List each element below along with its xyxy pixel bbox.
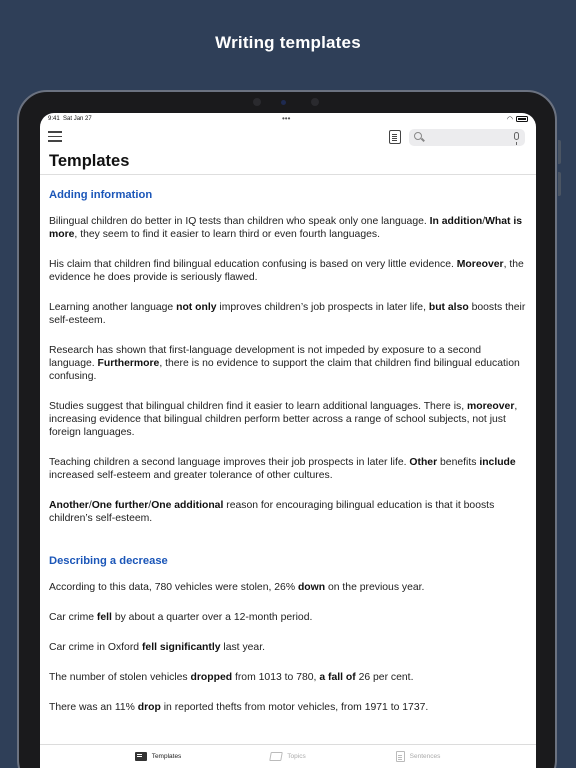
key-phrase: drop [137, 702, 161, 713]
status-icons [507, 115, 528, 123]
example-sentence[interactable] [49, 671, 527, 684]
key-phrase: but also [428, 302, 469, 313]
key-phrase: a fall of [319, 672, 356, 683]
example-sentence[interactable] [49, 611, 527, 624]
key-phrase: In addition [429, 216, 483, 227]
header-divider [40, 174, 536, 175]
section-heading[interactable]: Adding information [49, 189, 153, 201]
sentence-text: Teaching children a second language improves their job prospects in later life. [49, 457, 410, 468]
sentence-text: reason for encouraging bilingual education is that it boosts children’s self-esteem. [49, 500, 495, 524]
search-input[interactable] [425, 131, 505, 144]
camera-lens [281, 100, 286, 105]
sentence-text: improves children’s job prospects in later life, [216, 302, 429, 313]
key-phrase: fell significantly [141, 642, 221, 653]
sentence-text: boosts their self-esteem. [49, 302, 526, 326]
key-phrase: not only [176, 302, 217, 313]
example-sentence[interactable] [49, 456, 527, 482]
topics-icon [269, 752, 283, 761]
promo-title: Writing templates [215, 33, 361, 52]
section-gap [49, 542, 527, 554]
volume-down-button [558, 172, 561, 196]
sentence-text: , the evidence he does provide is seriously flawed. [49, 259, 524, 283]
example-sentence[interactable] [49, 344, 527, 383]
example-sentence[interactable] [49, 701, 527, 714]
key-phrase: What is more [49, 216, 523, 240]
tab-topics[interactable] [223, 745, 353, 768]
key-phrase: down [297, 582, 326, 593]
sentence-text: 26 per cent. [355, 672, 414, 683]
sentence-text: There was an 11% [49, 702, 138, 713]
tab-sentences[interactable] [353, 745, 483, 768]
key-phrase: One additional [151, 500, 224, 511]
microphone-icon[interactable] [514, 132, 519, 140]
example-sentence[interactable] [49, 258, 527, 284]
sentence-text: , increasing evidence that bilingual children perform better across a range of school subjects, not just foreign languages. [49, 401, 518, 438]
key-phrase: dropped [190, 672, 233, 683]
example-sentence[interactable] [49, 499, 527, 525]
sentence-text: According to this data, 780 vehicles were stolen, 26% [49, 582, 298, 593]
sentence-text: in reported thefts from motor vehicles, from 1971 to 1737. [160, 702, 429, 713]
toolbar [40, 129, 536, 147]
camera-dot [253, 98, 261, 106]
sentence-text: , there is no evidence to support the claim that children find bilingual education confusing. [49, 358, 520, 382]
templates-icon [135, 752, 147, 761]
sentence-text: / [148, 500, 152, 511]
tab-templates[interactable] [93, 745, 223, 768]
sentence-text: on the previous year. [325, 582, 425, 593]
document-icon[interactable] [389, 130, 401, 144]
example-sentence[interactable] [49, 400, 527, 439]
sentence-text: last year. [220, 642, 265, 653]
volume-up-button [558, 140, 561, 164]
status-date: Sat Jan 27 [63, 116, 92, 122]
sentence-text: increased self-esteem and greater tolerance of other cultures. [49, 470, 333, 481]
section-heading[interactable]: Describing a decrease [49, 555, 168, 567]
search-bar[interactable] [409, 129, 525, 146]
hamburger-menu-icon[interactable] [48, 131, 62, 143]
sentence-text: / [88, 500, 92, 511]
key-phrase: moreover [467, 401, 515, 412]
tab-bar [40, 744, 536, 768]
key-phrase: One further [91, 500, 149, 511]
multitask-dots[interactable]: ••• [282, 114, 291, 123]
sentence-text: Learning another language [49, 302, 177, 313]
page-title: Templates [49, 152, 130, 170]
sentence-text: Research has shown that first-language development is not impeded by exposure to a second language. [49, 345, 482, 369]
sentence-text: Studies suggest that bilingual children find it easier to learn additional languages. There is, [49, 401, 468, 412]
wifi-icon: ◠ [506, 116, 513, 123]
sensor-dot [311, 98, 319, 106]
example-sentence[interactable] [49, 641, 527, 654]
key-phrase: Furthermore [97, 358, 160, 369]
sentence-text: from 1013 to 780, [232, 672, 320, 683]
sentence-text: benefits [437, 457, 480, 468]
example-sentence[interactable] [49, 301, 527, 327]
status-time: 9:41 [48, 116, 60, 122]
sentence-text: His claim that children find bilingual education confusing is based on very little evidence. [49, 259, 457, 270]
templates-list [49, 188, 527, 731]
sentence-text: by about a quarter over a 12-month period. [111, 612, 313, 623]
example-sentence[interactable] [49, 581, 527, 594]
camera-bar [249, 98, 329, 106]
key-phrase: include [479, 457, 516, 468]
battery-icon [516, 116, 528, 122]
sentence-text: Bilingual children do better in IQ tests than children who speak only one language. [49, 216, 430, 227]
tab-label: Templates [151, 753, 182, 760]
search-icon [414, 132, 422, 140]
key-phrase: fell [96, 612, 112, 623]
tab-label: Topics [287, 753, 306, 760]
sentence-text: The number of stolen vehicles [49, 672, 191, 683]
key-phrase: Moreover [456, 259, 504, 270]
sentences-icon [396, 751, 405, 762]
example-sentence[interactable] [49, 215, 527, 241]
tab-label: Sentences [409, 753, 441, 760]
key-phrase: Another [49, 500, 89, 511]
app-screen [40, 113, 536, 768]
sentence-text: / [482, 216, 486, 227]
key-phrase: Other [409, 457, 438, 468]
sentence-text: Car crime [49, 612, 97, 623]
sentence-text: , they seem to find it easier to learn third or even fourth languages. [74, 229, 380, 240]
sentence-text: Car crime in Oxford [49, 642, 142, 653]
status-bar [40, 113, 536, 127]
